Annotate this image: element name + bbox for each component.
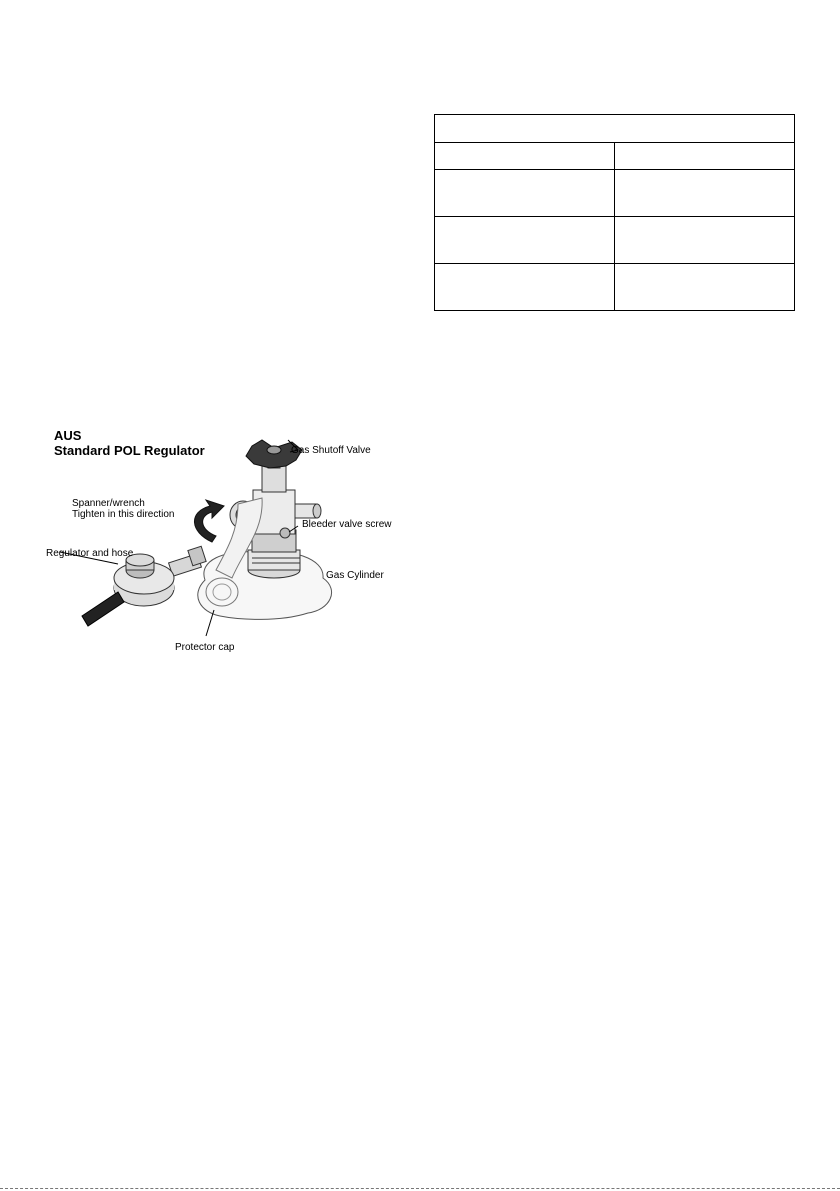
label-gas-shutoff-valve: Gas Shutoff Valve — [291, 445, 371, 456]
label-protector-cap: Protector cap — [175, 642, 235, 653]
label-gas-cylinder: Gas Cylinder — [326, 570, 384, 581]
spec-table-title — [435, 115, 795, 143]
label-spanner-line2: Tighten in this direction — [72, 509, 175, 520]
table-cell — [615, 170, 795, 217]
table-cell — [615, 217, 795, 264]
figure-title-line2: Standard POL Regulator — [54, 443, 205, 458]
spec-table-header-cell — [615, 143, 795, 170]
spec-table — [434, 114, 795, 311]
table-cell — [435, 264, 615, 311]
table-cell — [615, 264, 795, 311]
spec-table-header-cell — [435, 143, 615, 170]
label-spanner-line1: Spanner/wrench — [72, 498, 145, 509]
table-cell — [435, 217, 615, 264]
figure-title — [54, 428, 205, 458]
table-row — [435, 264, 795, 311]
table-cell — [435, 170, 615, 217]
figure-title-line1: AUS — [54, 428, 82, 443]
page-bottom-rule — [0, 1188, 840, 1189]
table-row — [435, 170, 795, 217]
regulator-diagram — [40, 420, 420, 660]
table-row — [435, 217, 795, 264]
label-regulator-and-hose: Regulator and hose — [46, 548, 134, 559]
label-bleeder-valve-screw: Bleeder valve screw — [302, 519, 392, 530]
